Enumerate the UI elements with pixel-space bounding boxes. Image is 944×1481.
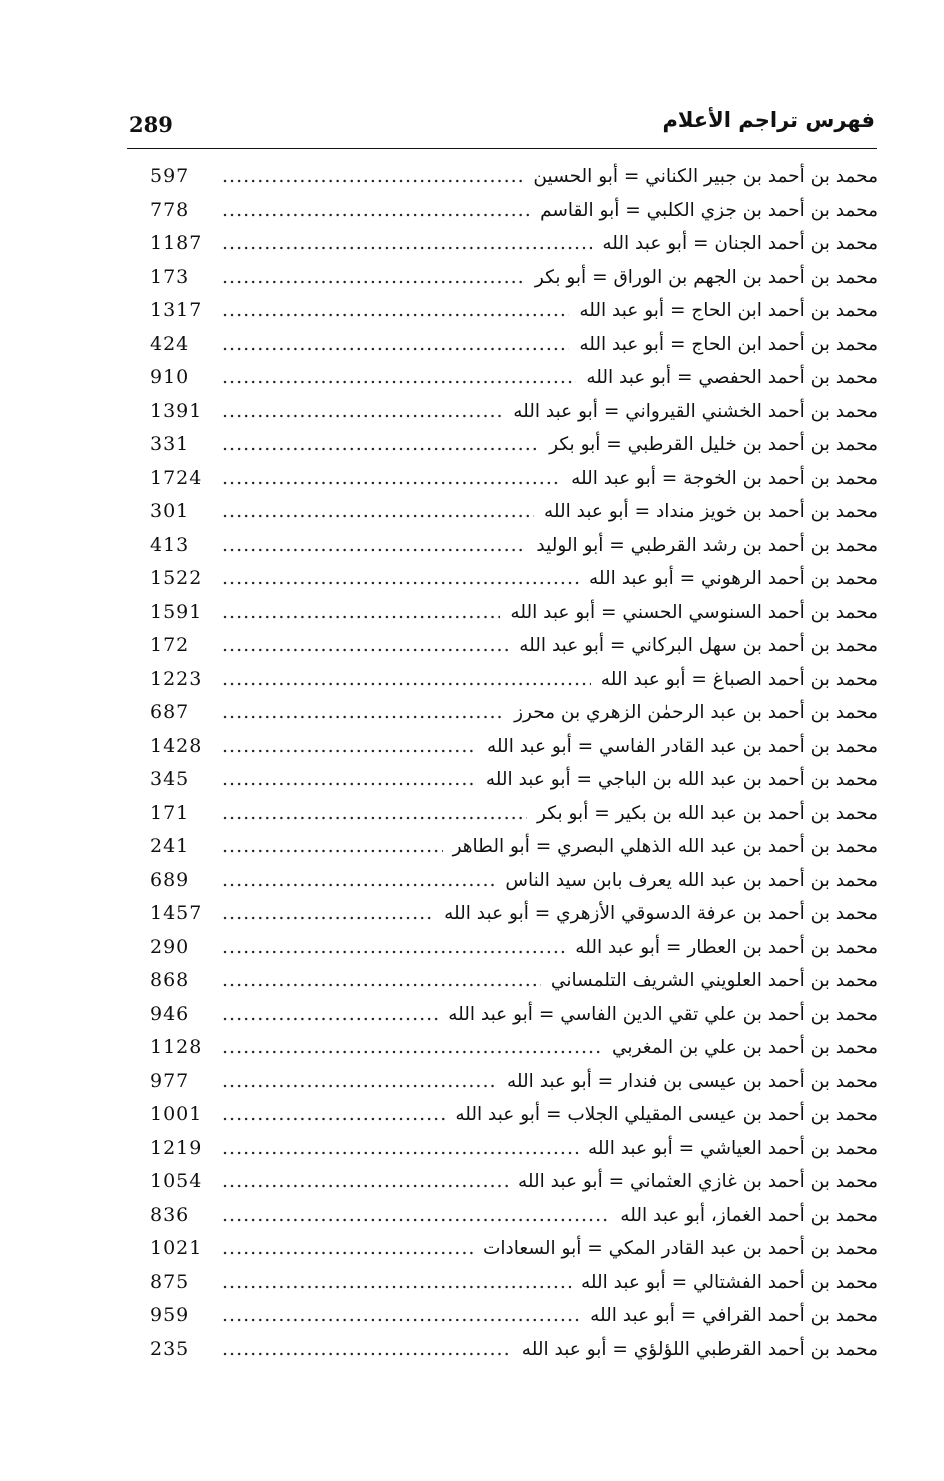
entry-page-number: 301 bbox=[150, 500, 190, 523]
index-entry bbox=[150, 462, 878, 496]
dot-leader bbox=[222, 361, 576, 394]
entry-page-number: 910 bbox=[150, 366, 190, 389]
entry-page-number: 331 bbox=[150, 433, 190, 456]
index-entry bbox=[150, 495, 878, 529]
index-entry bbox=[150, 1065, 878, 1099]
entry-name: محمد بن أحمد بن علي تقي الدين الفاسي = أبو عبد الله bbox=[448, 1003, 878, 1025]
entry-page-number: 868 bbox=[150, 969, 190, 992]
index-entry bbox=[150, 1266, 878, 1300]
entry-name: محمد بن أحمد العياشي = أبو عبد الله bbox=[588, 1137, 878, 1159]
entry-name: محمد بن أحمد بن عبد الله بن بكير = أبو بكر bbox=[537, 802, 878, 824]
dot-leader bbox=[222, 1299, 580, 1332]
entry-page-number: 1522 bbox=[150, 567, 203, 590]
index-entry bbox=[150, 864, 878, 898]
entry-page-number: 1219 bbox=[150, 1136, 203, 1159]
entry-page-number: 171 bbox=[150, 801, 190, 824]
entry-page-number: 172 bbox=[150, 634, 190, 657]
dot-leader bbox=[222, 1333, 512, 1366]
entry-page-number: 1223 bbox=[150, 667, 203, 690]
entry-name: محمد بن أحمد السنوسي الحسني = أبو عبد الله bbox=[510, 601, 878, 623]
index-entry bbox=[150, 428, 878, 462]
dot-leader bbox=[222, 864, 495, 897]
entry-page-number: 689 bbox=[150, 868, 190, 891]
entry-name: محمد بن أحمد بن عبد القادر الفاسي = أبو عبد الله bbox=[487, 735, 878, 757]
index-entry bbox=[150, 998, 878, 1032]
entry-page-number: 413 bbox=[150, 533, 190, 556]
dot-leader bbox=[222, 529, 526, 562]
index-entry bbox=[150, 1132, 878, 1166]
dot-leader bbox=[222, 328, 569, 361]
dot-leader bbox=[222, 194, 530, 227]
entry-page-number: 1428 bbox=[150, 734, 203, 757]
dot-leader bbox=[222, 1031, 602, 1064]
entry-page-number: 597 bbox=[150, 165, 190, 188]
dot-leader bbox=[222, 1199, 610, 1232]
index-entry bbox=[150, 1232, 878, 1266]
dot-leader bbox=[222, 596, 500, 629]
entry-name: محمد بن أحمد بن غازي العثماني = أبو عبد الله bbox=[517, 1171, 878, 1193]
entry-name: محمد بن أحمد بن عيسى بن فندار = أبو عبد الله bbox=[507, 1070, 878, 1092]
dot-leader bbox=[222, 1266, 571, 1299]
entry-name: محمد بن أحمد بن عبد القادر المكي = أبو السعادات bbox=[483, 1238, 878, 1260]
page-number: 289 bbox=[129, 112, 173, 137]
entry-name: محمد بن أحمد العلويني الشريف التلمساني bbox=[550, 970, 878, 992]
dot-leader bbox=[222, 730, 477, 763]
entry-name: محمد بن أحمد بن الخوجة = أبو عبد الله bbox=[571, 467, 878, 489]
entry-page-number: 241 bbox=[150, 835, 190, 858]
dot-leader bbox=[222, 998, 438, 1031]
dot-leader bbox=[222, 1098, 445, 1131]
index-entry bbox=[150, 1299, 878, 1333]
dot-leader bbox=[222, 629, 509, 662]
index-entry bbox=[150, 194, 878, 228]
entry-name: محمد بن أحمد بن جبير الكناني = أبو الحسين bbox=[533, 166, 878, 188]
entry-name: محمد بن أحمد بن عبد الله بن الباجي = أبو عبد الله bbox=[485, 769, 878, 791]
dot-leader bbox=[222, 1165, 508, 1198]
dot-leader bbox=[222, 428, 539, 461]
index-entry bbox=[150, 629, 878, 663]
index-entry bbox=[150, 596, 878, 630]
dot-leader bbox=[222, 797, 527, 830]
index-entry bbox=[150, 562, 878, 596]
entry-page-number: 1391 bbox=[150, 399, 203, 422]
dot-leader bbox=[222, 964, 541, 997]
index-entry bbox=[150, 696, 878, 730]
dot-leader bbox=[222, 227, 592, 260]
index-entry bbox=[150, 529, 878, 563]
entry-page-number: 1591 bbox=[150, 600, 203, 623]
index-entry bbox=[150, 897, 878, 931]
entry-page-number: 687 bbox=[150, 701, 190, 724]
entry-page-number: 1457 bbox=[150, 902, 203, 925]
entry-name: محمد بن أحمد بن عبد الله يعرف بابن سيد الناس bbox=[505, 869, 878, 891]
dot-leader bbox=[222, 160, 523, 193]
dot-leader bbox=[222, 562, 579, 595]
entry-page-number: 173 bbox=[150, 265, 190, 288]
entry-name: محمد بن أحمد بن عيسى المقيلي الجلاب = أبو عبد الله bbox=[455, 1104, 878, 1126]
dot-leader bbox=[222, 495, 534, 528]
entry-name: محمد بن أحمد ابن الحاج = أبو عبد الله bbox=[579, 333, 878, 355]
dot-leader bbox=[222, 294, 569, 327]
entry-name: محمد بن أحمد الخشني القيرواني = أبو عبد الله bbox=[513, 400, 878, 422]
index-entry bbox=[150, 1031, 878, 1065]
entry-name: محمد بن أحمد الجنان = أبو عبد الله bbox=[602, 233, 878, 255]
entry-page-number: 1187 bbox=[150, 232, 203, 255]
entry-page-number: 1128 bbox=[150, 1036, 203, 1059]
entry-name: محمد بن أحمد بن الجهم بن الوراق = أبو بكر bbox=[534, 266, 878, 288]
entry-name: محمد بن أحمد الحفصي = أبو عبد الله bbox=[586, 367, 878, 389]
entry-page-number: 1054 bbox=[150, 1170, 203, 1193]
entry-name: محمد بن أحمد بن عرفة الدسوقي الأزهري = أبو عبد الله bbox=[444, 903, 878, 925]
dot-leader bbox=[222, 1132, 578, 1165]
dot-leader bbox=[222, 897, 434, 930]
dot-leader bbox=[222, 1232, 473, 1265]
index-entries-list bbox=[150, 160, 878, 1366]
entry-page-number: 424 bbox=[150, 332, 190, 355]
index-entry bbox=[150, 395, 878, 429]
entry-page-number: 1021 bbox=[150, 1237, 203, 1260]
dot-leader bbox=[222, 663, 591, 696]
index-entry bbox=[150, 294, 878, 328]
entry-name: محمد بن أحمد الغماز، أبو عبد الله bbox=[620, 1204, 878, 1226]
index-entry bbox=[150, 227, 878, 261]
index-entry bbox=[150, 797, 878, 831]
dot-leader bbox=[222, 261, 525, 294]
dot-leader bbox=[222, 462, 561, 495]
entry-page-number: 977 bbox=[150, 1069, 190, 1092]
dot-leader bbox=[222, 763, 476, 796]
entry-name: محمد بن أحمد القرافي = أبو عبد الله bbox=[590, 1305, 878, 1327]
entry-page-number: 1001 bbox=[150, 1103, 203, 1126]
entry-name: محمد بن أحمد بن عبد الرحمٰن الزهري بن محرز bbox=[514, 702, 878, 724]
index-entry bbox=[150, 328, 878, 362]
entry-page-number: 235 bbox=[150, 1337, 190, 1360]
index-entry bbox=[150, 830, 878, 864]
entry-name: محمد بن أحمد بن العطار = أبو عبد الله bbox=[575, 936, 878, 958]
index-entry bbox=[150, 931, 878, 965]
entry-name: محمد بن أحمد الرهوني = أبو عبد الله bbox=[589, 568, 878, 590]
entry-page-number: 778 bbox=[150, 198, 190, 221]
index-entry bbox=[150, 160, 878, 194]
dot-leader bbox=[222, 931, 565, 964]
dot-leader bbox=[222, 696, 504, 729]
dot-leader bbox=[222, 830, 443, 863]
entry-name: محمد بن أحمد بن علي بن المغربي bbox=[612, 1037, 878, 1059]
index-entry bbox=[150, 663, 878, 697]
entry-name: محمد بن أحمد بن خويز منداد = أبو عبد الله bbox=[543, 501, 878, 523]
header-rule bbox=[127, 148, 877, 149]
entry-page-number: 1317 bbox=[150, 299, 203, 322]
entry-page-number: 946 bbox=[150, 1002, 190, 1025]
entry-name: محمد بن أحمد بن جزي الكلبي = أبو القاسم bbox=[540, 199, 878, 221]
index-entry bbox=[150, 1098, 878, 1132]
entry-page-number: 1724 bbox=[150, 466, 203, 489]
index-entry bbox=[150, 1165, 878, 1199]
dot-leader bbox=[222, 1065, 497, 1098]
index-entry bbox=[150, 730, 878, 764]
entry-name: محمد بن أحمد بن رشد القرطبي = أبو الوليد bbox=[536, 534, 878, 556]
entry-name: محمد بن أحمد ابن الحاج = أبو عبد الله bbox=[579, 300, 878, 322]
entry-name: محمد بن أحمد بن عبد الله الذهلي البصري = أبو الطاهر bbox=[452, 836, 878, 858]
entry-page-number: 875 bbox=[150, 1270, 190, 1293]
entry-page-number: 836 bbox=[150, 1203, 190, 1226]
entry-name: محمد بن أحمد بن خليل القرطبي = أبو بكر bbox=[549, 434, 878, 456]
entry-page-number: 290 bbox=[150, 935, 190, 958]
index-entry bbox=[150, 261, 878, 295]
index-entry bbox=[150, 763, 878, 797]
dot-leader bbox=[222, 395, 503, 428]
index-entry bbox=[150, 1333, 878, 1367]
entry-name: محمد بن أحمد القرطبي اللؤلؤي = أبو عبد الله bbox=[521, 1338, 878, 1360]
page-header bbox=[127, 108, 877, 144]
entry-name: محمد بن أحمد بن سهل البركاني = أبو عبد الله bbox=[519, 635, 878, 657]
index-entry bbox=[150, 361, 878, 395]
entry-name: محمد بن أحمد الفشتالي = أبو عبد الله bbox=[580, 1271, 878, 1293]
running-title: فهرس تراجم الأعلام bbox=[662, 108, 875, 132]
entry-name: محمد بن أحمد الصباغ = أبو عبد الله bbox=[600, 668, 878, 690]
entry-page-number: 345 bbox=[150, 768, 190, 791]
index-entry bbox=[150, 1199, 878, 1233]
index-entry bbox=[150, 964, 878, 998]
entry-page-number: 959 bbox=[150, 1304, 190, 1327]
